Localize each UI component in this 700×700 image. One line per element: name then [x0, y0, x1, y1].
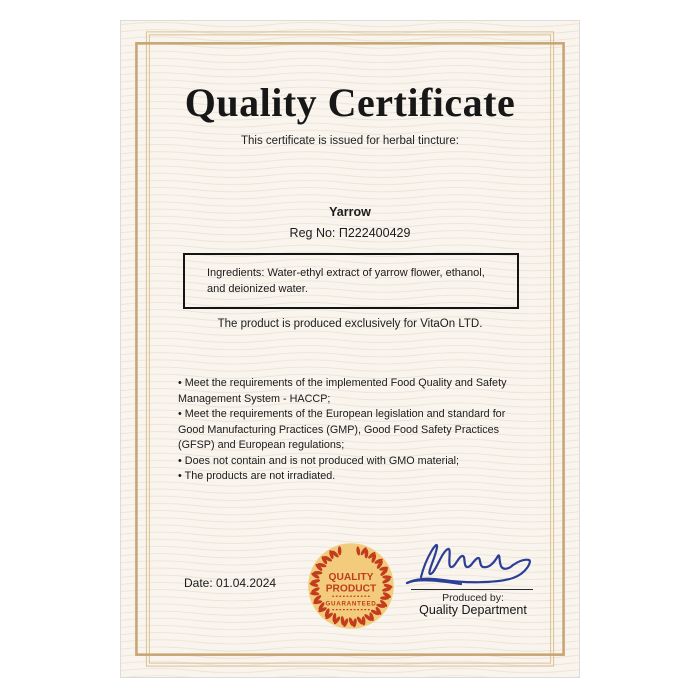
produced-by-label: Produced by: — [442, 592, 504, 604]
signature-icon — [403, 535, 555, 595]
certificate-page — [120, 20, 580, 678]
ingredients-line-2: and deionized water. — [207, 283, 308, 295]
requirement-item: • Does not contain and is not produced with GMO material; — [178, 454, 530, 470]
requirement-item: • The products are not irradiated. — [178, 469, 530, 485]
product-name: Yarrow — [329, 205, 371, 219]
certificate-content — [121, 21, 579, 677]
ingredients-line-1: Ingredients: Water-ethyl extract of yarrow flower, ethanol, — [207, 267, 485, 279]
requirements-list — [178, 376, 530, 485]
produced-by-department: Quality Department — [419, 603, 527, 617]
ingredients-text — [207, 265, 507, 297]
badge-text-guaranteed: GUARANTEED — [325, 600, 377, 608]
registration-number: Reg No: П222400429 — [289, 226, 411, 240]
issue-date: Date: 01.04.2024 — [184, 576, 277, 590]
requirement-item: • Meet the requirements of the European legislation and standard for Good Manufacturing Practices (GMP), Good Food Safety Practices (GFSP) and European regulations; — [178, 407, 530, 454]
quality-product-seal-icon — [302, 537, 400, 635]
ingredients-box — [183, 253, 519, 309]
badge-text-product: PRODUCT — [325, 583, 377, 595]
exclusivity-statement: The product is produced exclusively for VitaOn LTD. — [217, 318, 483, 330]
badge-text-quality: QUALITY — [328, 571, 374, 583]
certificate-subtitle: This certificate is issued for herbal tincture: — [241, 135, 459, 147]
requirement-item: • Meet the requirements of the implemented Food Quality and Safety Management System - HACCP; — [178, 376, 530, 407]
certificate-title: Quality Certificate — [184, 80, 516, 125]
